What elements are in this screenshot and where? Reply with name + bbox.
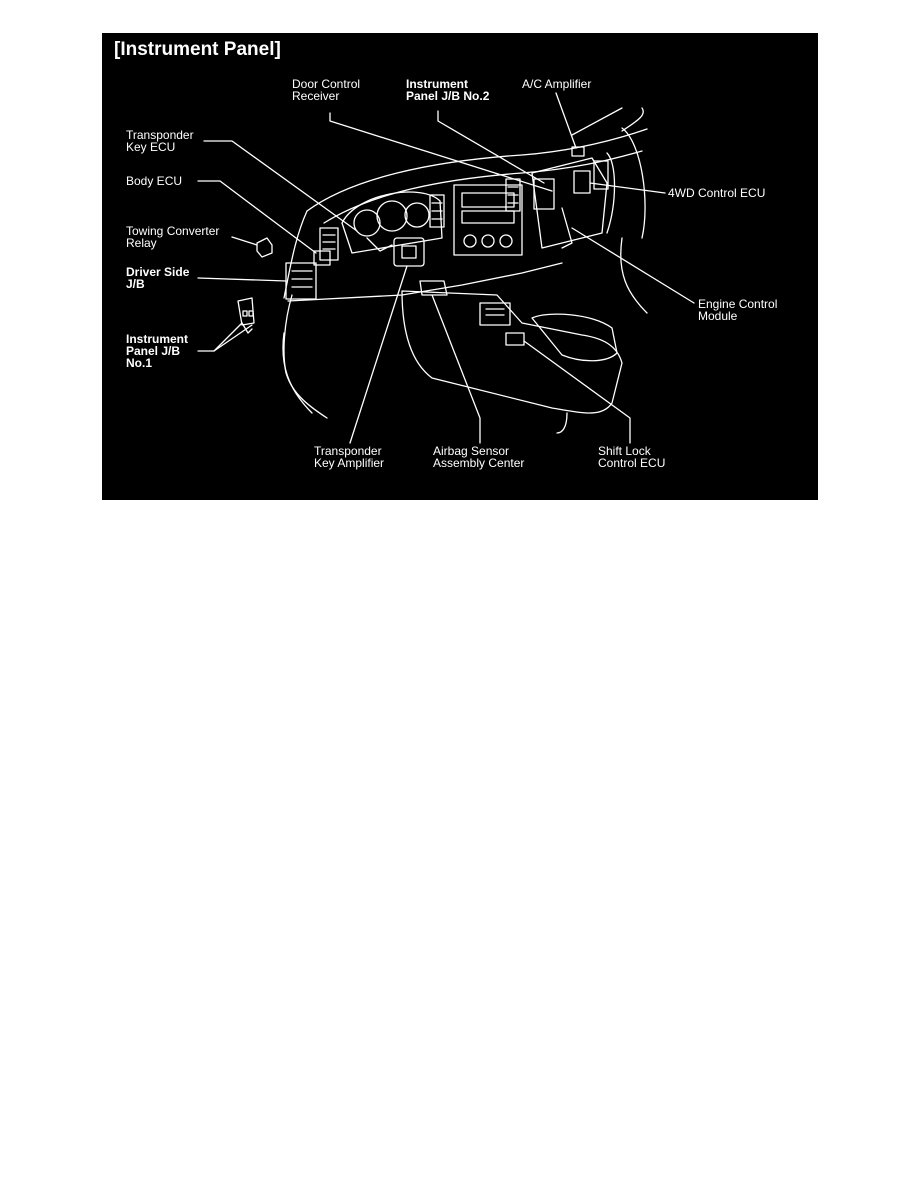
label-4wd-control-ecu: 4WD Control ECU: [668, 186, 766, 200]
label-instrument-panel-jb-no1: Instrument Panel J/B No.1: [126, 332, 189, 370]
label-door-control-receiver: Door Control Receiver: [292, 77, 361, 103]
gauge-center: [377, 201, 407, 231]
shift-lock-ecu-box: [506, 333, 524, 345]
dashboard-left-outline: [284, 211, 307, 298]
floor-line-right: [621, 238, 647, 313]
left-vent: [320, 228, 338, 260]
label-ac-amplifier: A/C Amplifier: [522, 77, 592, 91]
shift-lever: [480, 303, 510, 325]
label-airbag-sensor-assembly-center: Airbag Sensor Assembly Center: [433, 444, 525, 470]
gauge-right: [405, 203, 429, 227]
dashboard-left-lower: [284, 295, 327, 418]
dashboard-top-outline: [307, 129, 647, 211]
right-door-line: [622, 128, 645, 238]
leader-4wd-control-ecu: [590, 183, 665, 193]
label-shift-lock-control-ecu: Shift Lock Control ECU: [598, 444, 666, 470]
label-engine-control-module: Engine Control Module: [698, 297, 778, 323]
gauge-left: [354, 210, 380, 236]
windshield-edge: [572, 108, 622, 135]
label-driver-side-jb: Driver Side J/B: [126, 265, 190, 291]
leader-airbag-sensor-assembly-center: [432, 295, 480, 443]
label-transponder-key-amplifier: Transponder Key Amplifier: [314, 444, 385, 470]
leader-towing-converter-relay: [232, 237, 257, 245]
console-base: [557, 413, 567, 433]
diagram-drawing: [102, 33, 818, 500]
4wd-ecu-box: [574, 171, 590, 193]
instrument-panel-diagram: [102, 33, 818, 500]
center-console: [402, 291, 622, 413]
towing-relay-part: [257, 238, 272, 257]
label-body-ecu: Body ECU: [126, 174, 183, 188]
console-armrest: [532, 314, 617, 361]
windshield-edge-right: [622, 108, 643, 131]
floor-line-left: [283, 333, 312, 413]
leader-driver-side-jb: [198, 278, 286, 281]
diagram-title: [Instrument Panel]: [114, 39, 281, 60]
label-instrument-panel-jb-no2: Instrument Panel J/B No.2: [406, 77, 490, 103]
label-transponder-key-ecu: Transponder Key ECU: [126, 128, 194, 154]
leader-engine-control-module: [572, 228, 694, 303]
label-towing-converter-relay: Towing Converter Relay: [126, 224, 220, 250]
leader-ac-amplifier: [556, 93, 576, 148]
leader-transponder-key-amplifier: [350, 266, 407, 443]
